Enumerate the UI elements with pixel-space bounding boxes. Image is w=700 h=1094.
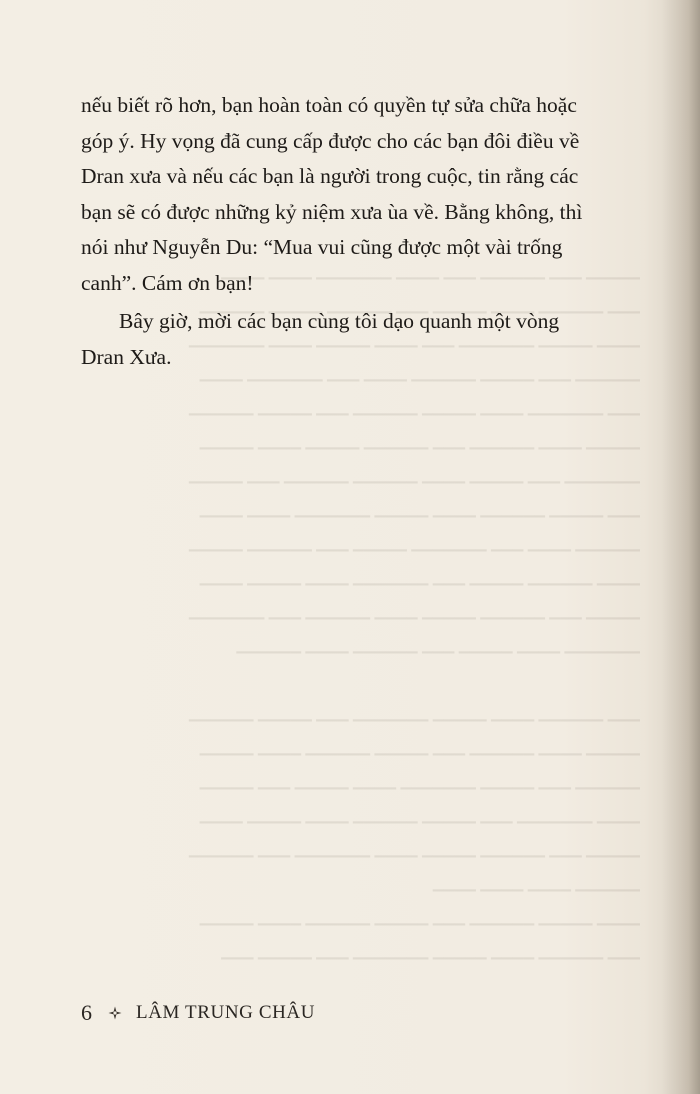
page-number: 6 <box>81 1000 92 1025</box>
diamond-flower-ornament-icon <box>108 1006 122 1020</box>
reverse-page-bleed-through: ▁▁▁▁▁ ▁▁▁ ▁▁▁▁▁▁ ▁▁▁ ▁▁▁▁ ▁▁▁▁▁▁▁ ▁▁▁▁ ▁▁▁▁ ▁▁▁ ▁▁▁▁▁▁ ▁▁▁▁ ▁▁▁▁▁ ▁▁▁ ▁▁▁▁▁▁ ▁▁▁▁▁ ▁▁▁▁▁▁ ▁▁▁▁ ▁▁▁▁▁ ▁▁▁▁▁▁▁ ▁▁▁ ▁▁▁▁ ▁▁▁▁▁ ▁▁▁▁ ▁▁▁▁▁▁▁ ▁▁▁▁▁▁ ▁▁▁ ▁▁▁▁▁ ▁▁▁▁▁▁ ▁▁▁▁ ▁▁▁ ▁▁▁▁▁▁▁ ▁▁▁▁ ▁▁▁ ▁▁▁▁▁▁▁ ▁▁▁▁ ▁▁▁▁▁ ▁▁▁▁▁▁ ▁▁▁ ▁▁▁▁▁ ▁▁▁▁▁▁ ▁▁▁▁▁ ▁▁▁▁ ▁▁▁▁▁▁ ▁▁▁ ▁▁▁▁▁▁ ▁▁▁▁▁ ▁▁▁▁ ▁▁▁▁▁ ▁▁▁▁▁▁▁ ▁▁▁ ▁▁▁▁▁ ▁▁▁▁ ▁▁▁▁▁▁ ▁▁▁▁▁▁ ▁▁▁ ▁▁▁▁▁ ▁▁▁ ▁▁▁▁▁ ▁▁▁▁▁▁ ▁▁▁▁ ▁▁▁▁▁ ▁▁▁▁▁▁▁ ▁▁▁▁ ▁▁▁▁ ▁▁▁▁▁▁ ▁▁▁▁ ▁▁▁ ▁▁▁▁▁▁▁ ▁▁▁▁▁ ▁▁▁ ▁▁▁▁▁▁ ▁▁▁▁▁ ▁▁▁▁ ▁▁▁▁▁▁ ▁▁▁▁▁ ▁▁▁ ▁▁▁▁▁▁▁ ▁▁▁▁ ▁▁▁▁▁ ▁▁▁▁ ▁▁▁▁▁ ▁▁▁ ▁▁▁▁▁▁ ▁▁▁▁▁ ▁▁▁▁ ▁▁▁▁▁▁ ▁▁▁ ▁▁▁▁▁▁▁ ▁▁▁▁▁▁▁ ▁▁▁▁ ▁▁▁▁▁ ▁▁▁ ▁▁▁▁▁▁ ▁▁▁▁ ▁▁▁▁▁▁ ▁▁▁ ▁▁▁▁▁▁ ▁▁▁▁ ▁▁▁▁▁ ▁▁▁▁▁▁▁ ▁▁▁ ▁▁▁▁▁ ▁▁▁▁▁▁ ▁▁▁▁▁ ▁▁▁▁ ▁▁▁▁▁▁ ▁▁▁ ▁▁▁▁▁ ▁▁▁▁▁▁ ▁▁▁▁ ▁▁▁▁▁ ▁▁▁▁▁▁ ▁▁▁ ▁▁▁▁▁ ▁▁▁▁▁▁▁ ▁▁▁▁ ▁▁▁▁▁ ▁▁▁ ▁▁▁▁▁ ▁▁▁▁ ▁▁▁▁▁▁▁ ▁▁▁ ▁▁▁▁▁ ▁▁▁▁▁▁ ▁▁▁▁ ▁▁▁▁▁ ▁▁▁▁ ▁▁▁▁▁ ▁▁▁ ▁▁▁▁▁▁ ▁▁▁▁▁ ▁▁▁▁ ▁▁▁▁▁▁▁ ▁▁▁ ▁▁▁▁▁▁ ▁▁▁▁▁▁ ▁▁▁▁ ▁▁▁▁ ▁▁▁▁ ▁▁▁▁ ▁▁▁▁▁ ▁▁▁▁▁▁ ▁▁▁ ▁▁▁▁▁ ▁▁▁▁▁▁ ▁▁▁▁ ▁▁▁▁▁ ▁▁▁ ▁▁▁▁▁▁ ▁▁▁▁ ▁▁▁▁▁ ▁▁▁▁▁▁▁ ▁▁▁ ▁▁▁▁▁ ▁▁▁ <box>188 264 640 960</box>
text-line: nói như Nguyễn Du: “Mua vui cũng được một vài trống <box>81 235 563 259</box>
text-line: bạn sẽ có được những kỷ niệm xưa ùa về. Bằng không, thì <box>81 199 583 224</box>
text-line: Bây giờ, mời các bạn cùng tôi dạo quanh một vòng <box>119 309 560 333</box>
text-line: Dran xưa và nếu các bạn là người trong cuộc, tin rằng các <box>81 164 579 188</box>
page-edge-shadow <box>662 0 700 1094</box>
page-footer <box>81 996 315 1030</box>
paragraph-closing-note <box>81 88 636 301</box>
text-line: Dran Xưa. <box>81 344 172 369</box>
body-text <box>81 88 636 375</box>
text-line: canh”. Cám ơn bạn! <box>81 270 254 295</box>
running-head-author: LÂM TRUNG CHÂU <box>136 1002 316 1023</box>
paragraph-invitation <box>81 304 636 375</box>
text-line: góp ý. Hy vọng đã cung cấp được cho các bạn đôi điều về <box>81 128 580 153</box>
text-line: nếu biết rõ hơn, bạn hoàn toàn có quyền tự sửa chữa hoặc <box>81 93 577 117</box>
